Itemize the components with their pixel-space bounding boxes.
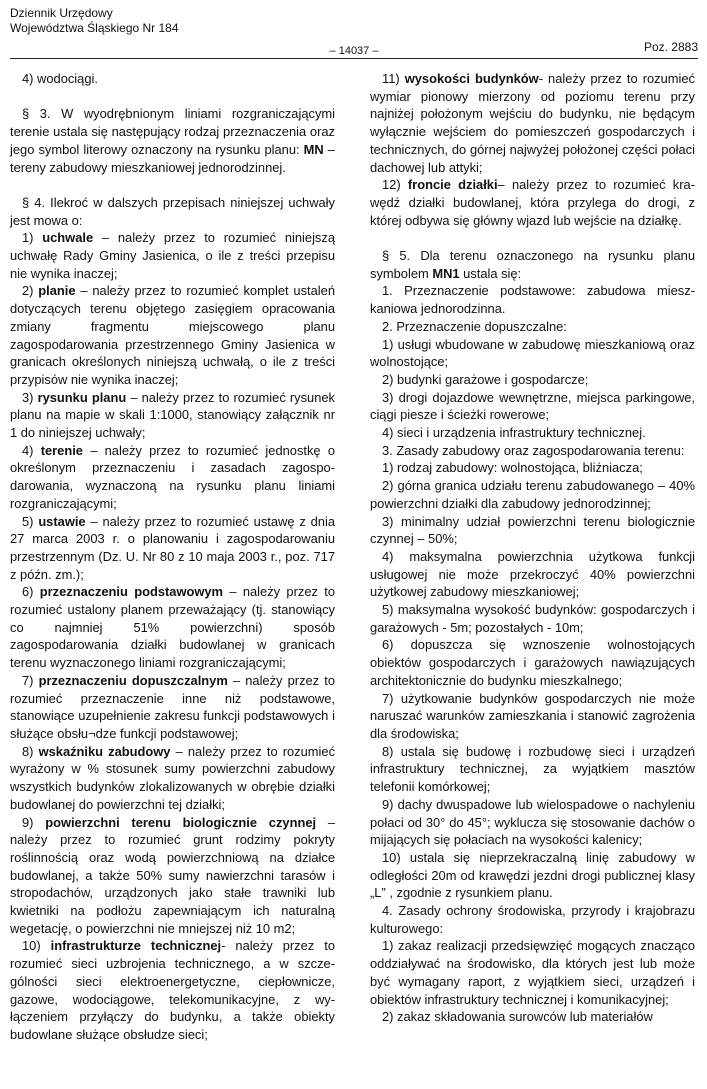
paragraph-text: 2) zakaz składowania surowców lub materiałów (382, 1009, 653, 1025)
paragraph-text: 4) (22, 442, 41, 458)
paragraph-text: 8) ustala się budowę i rozbudowę sieci i urządzeń infrastruktury technicznej, za wyjątkiem masztów telefonii komórkowej; (370, 743, 695, 795)
paragraph-text: 3) (22, 389, 38, 405)
paragraph-text: – należy przez to rozumieć wyrażony w % stosunek sumy powierzchni zabudowy wszystkich budynków zlokalizowanych w obrębie działki budowlanej do powierzchni tej działki; (10, 743, 336, 812)
paragraph-text: 2) górna granica udziału terenu zabudowanego – 40% powierzchni działki dla zabudowy jednorodzinnej; (370, 478, 695, 511)
paragraph-text: – należy przez to rozumieć ustawę z dnia 27 marca 2003 r. o planowaniu i zagospodarowaniu przestrzennym (Dz. U. Nr 80 z 10 maja 2003 r., poz. 717 z późn. zm.); (10, 513, 336, 582)
paragraph-text: – należy przez to rozumieć jednostkę o określonym przeznaczeniu i zasadach zagospodarowania, wyznaczoną na rysunku planu liniami rozgraniczającymi; (10, 442, 335, 511)
paragraph-text: 4. Zasady ochrony środowiska, przyrody i krajobrazu kulturowego: (370, 903, 695, 936)
paragraph-text: - należy przez to rozumieć wymiar pionowy mierzony od poziomu terenu przy najniżej położonym wejściu do budynku, nie będącym wyłącznie wejściem do pomieszczeń gospodarczych i technicznych, do górnej najwyżej położonej części połaci dachowej lub attyki; (370, 71, 695, 175)
left-column (10, 70, 335, 1044)
paragraph-text: 10) ustala się nieprzekraczalną linię zabudowy w odległości 20m od krawędzi jezdni drogi publicznej klasy „L” , zgodnie z rysunkiem planu. (370, 849, 695, 901)
paragraph (370, 247, 695, 282)
paragraph (370, 442, 695, 460)
paragraph-text: 4) wodociągi. (22, 71, 98, 86)
right-column (370, 70, 695, 1026)
paragraph (370, 282, 695, 317)
paragraph-gap (10, 176, 335, 194)
paragraph (370, 459, 695, 477)
paragraph-text: § 3. W wyodrębnionym liniami rozgraniczającymi terenie ustala się następujący rodzaj przeznaczenia oraz jego symbol literowy oznaczony na rysunku planu: (10, 106, 335, 157)
paragraph-text: 3. Zasady zabudowy oraz zagospodarowania terenu: (382, 442, 685, 458)
paragraph (370, 176, 695, 229)
paragraph-text: 1) (22, 230, 43, 246)
paragraph (370, 1008, 695, 1026)
paragraph (10, 70, 335, 88)
paragraph-gap (10, 88, 335, 106)
paragraph-text: – należy przez to rozumieć ustalony planem przeważający (tj. stanowiący co najmniej 51% powierzchni) sposób zagospodarowania działki budowlanej w granicach terenu wyznaczonego liniami rozgraniczającymi; (10, 584, 335, 671)
paragraph-text: 9) dachy dwuspadowe lub wielospadowe o nachyleniu połaci od 30° do 45°; wyklucza się stosowanie dachów o mijających się połaciach na wysokości kalenicy; (370, 796, 695, 848)
paragraph-text: – należy przez to rozumieć grunt rodzimy pokryty roślinnością oraz wodą powierzchniową na działce budowlanej, a także 50% sumy nawierzchni tarasów i stropodachów, urządzonych jako stałe trawniki lub kwietniki na podłożu zapewniającym ich naturalną wegetację, o powierzchni nie mniejszej niż 10 m2; (10, 814, 335, 936)
term-bold: powierzchni terenu biologicznie czynnej (45, 814, 317, 830)
paragraph (370, 902, 695, 937)
paragraph-text: 3) drogi dojazdowe wewnętrzne, miejsca parkingowe, ciągi piesze i ścieżki rowerowe; (370, 389, 695, 423)
paragraph (370, 743, 695, 796)
paragraph-text: 2) budynki garażowe i gospodarcze; (382, 371, 589, 387)
paragraph-text: 6) (22, 584, 40, 600)
paragraph-text: 1) usługi wbudowane w zabudowę mieszkaniową oraz wolnostojące; (370, 336, 695, 370)
paragraph-text: 2) (22, 283, 39, 299)
paragraph-text: 5) maksymalna wysokość budynków: gospodarczych i garażowych - 5m; pozostałych - 10m; (370, 602, 695, 635)
paragraph (10, 389, 335, 442)
journal-title (10, 6, 179, 36)
paragraph (370, 513, 695, 548)
paragraph-text: 1. Przeznaczenie podstawowe: zabudowa mieszkaniowa jednorodzinna. (370, 283, 695, 317)
paragraph-text: – należy przez to rozumieć niniejszą uchwałę Rady Gminy Jasienica, o ile z treści przepisu nie wynika inaczej; (10, 230, 335, 281)
paragraph-text: 1) zakaz realizacji przedsięwzięć mogących znacząco oddziaływać na środowisko, dla których jest lub może być wymagany raport, z wyjątkiem sieci, urządzeń i obiektów infrastruktury technicznej i komunikacyjnej; (370, 938, 695, 1007)
paragraph (370, 548, 695, 601)
paragraph (10, 105, 335, 176)
page-header (10, 6, 698, 56)
term-bold: wskaźniku zabudowy (38, 743, 171, 759)
header-divider (10, 58, 698, 59)
paragraph (370, 318, 695, 336)
paragraph-text: 9) (22, 814, 46, 830)
paragraph (370, 601, 695, 636)
paragraph-text: – należy przez to rozumieć komplet ustaleń dotyczących terenu objętego zasięgiem opracowania zmiany fragmentu miejscowego planu zagospodarowania przestrzennego Gminy Jasienica w granicach określonych niniejszą uchwałą, o ile z treści przypisów nie wynika inaczej; (10, 283, 335, 387)
position-number: Poz. 2883 (643, 40, 698, 54)
journal-title-line1: Dziennik Urzędowy (10, 6, 113, 20)
term-bold: MN (303, 141, 324, 157)
term-bold: infrastrukturze technicznej (50, 938, 222, 954)
paragraph (10, 442, 335, 513)
paragraph-text: 3) minimalny udział powierzchni terenu biologicznie czynnej – 50%; (370, 513, 695, 547)
paragraph (370, 796, 695, 849)
paragraph-text: 8) (22, 743, 39, 759)
term-bold: wysokości budynków (404, 71, 539, 86)
paragraph-text: 6) dopuszcza się wznoszenie wolnostojących obiektów gospodarczych i garażowych nawiązujących architektonicznie do budynku mieszkalnego; (370, 637, 695, 688)
paragraph (10, 194, 335, 229)
paragraph (370, 371, 695, 389)
paragraph (10, 814, 335, 938)
paragraph (10, 672, 335, 743)
term-bold: froncie działki (407, 177, 498, 193)
paragraph-gap (370, 229, 695, 247)
paragraph (370, 424, 695, 442)
paragraph-text: 1) rodzaj zabudowy: wolnostojąca, bliźniacza; (382, 460, 643, 476)
paragraph-text: ustala się: (459, 265, 522, 281)
term-bold: MN1 (432, 265, 460, 281)
paragraph-text: - należy przez to rozumieć sieci uzbrojenia technicznego, a w szczególności sieci elektroenergetyczne, ciepłownicze, gazowe, wodociągowe, telekomunikacyjne, z wyłączeniem przyłączy do budynku, a także obiekty budowlane służące obsłudze sieci; (10, 938, 335, 1042)
paragraph-text: 4) sieci i urządzenia infrastruktury technicznej. (382, 425, 646, 441)
term-bold: przeznaczeniu dopuszczalnym (38, 672, 228, 688)
term-bold: ustawie (38, 513, 86, 529)
paragraph-text: 11) (382, 71, 405, 86)
paragraph-text: 4) maksymalna powierzchnia użytkowa funkcji usługowej nie może przekroczyć 40% powierzchni użytkowej zabudowy mieszkaniowej; (370, 548, 695, 600)
paragraph-text: 7) (22, 672, 39, 688)
paragraph-text: § 5. Dla terenu oznaczonego na rysunku planu symbolem (370, 248, 695, 281)
paragraph (10, 282, 335, 388)
paragraph (370, 336, 695, 371)
paragraph-text: 7) użytkowanie budynków gospodarczych nie może naruszać warunków zamieszkania i stanowić zagrożenia dla środowiska; (370, 690, 695, 741)
paragraph (370, 937, 695, 1008)
term-bold: uchwale (42, 230, 94, 246)
paragraph-text: – należy przez to rozumieć krawędź działki budowlanej, która przylega do drogi, z której odbywa się główny wjazd lub wejście na działkę. (370, 177, 695, 228)
paragraph (10, 229, 335, 282)
paragraph (10, 937, 335, 1043)
paragraph-text: – należy przez to rozumieć rysunek planu na mapie w skali 1:1000, stanowiący załącznik nr 1 do niniejszej uchwały; (10, 389, 336, 441)
paragraph (10, 583, 335, 672)
paragraph (370, 636, 695, 689)
term-bold: terenie (40, 442, 83, 458)
paragraph (370, 690, 695, 743)
page-number: – 14037 – (329, 45, 379, 57)
paragraph (370, 849, 695, 902)
paragraph (370, 477, 695, 512)
paragraph-text: – należy przez to rozumieć przeznaczenie inne niż podstawowe, stanowiące uzupełnienie zakresu funkcji podstawowych i służące obsłu¬dze funkcji podstawowej; (10, 672, 336, 741)
paragraph-text: – tereny zabudowy mieszkaniowej jednorodzinnej. (10, 141, 335, 175)
paragraph-text: 12) (382, 177, 408, 193)
paragraph-text: § 4. Ilekroć w dalszych przepisach niniejszej uchwały jest mowa o: (10, 194, 335, 228)
term-bold: rysunku planu (37, 389, 127, 405)
paragraph-text: 10) (22, 938, 51, 954)
term-bold: przeznaczeniu podstawowym (39, 584, 224, 600)
paragraph (370, 389, 695, 424)
paragraph (370, 70, 695, 176)
paragraph-text: 5) (22, 513, 39, 529)
paragraph-text: 2. Przeznaczenie dopuszczalne: (382, 318, 567, 334)
term-bold: planie (38, 283, 76, 299)
paragraph (10, 513, 335, 584)
journal-title-line2: Województwa Śląskiego Nr 184 (10, 21, 179, 35)
paragraph (10, 743, 335, 814)
